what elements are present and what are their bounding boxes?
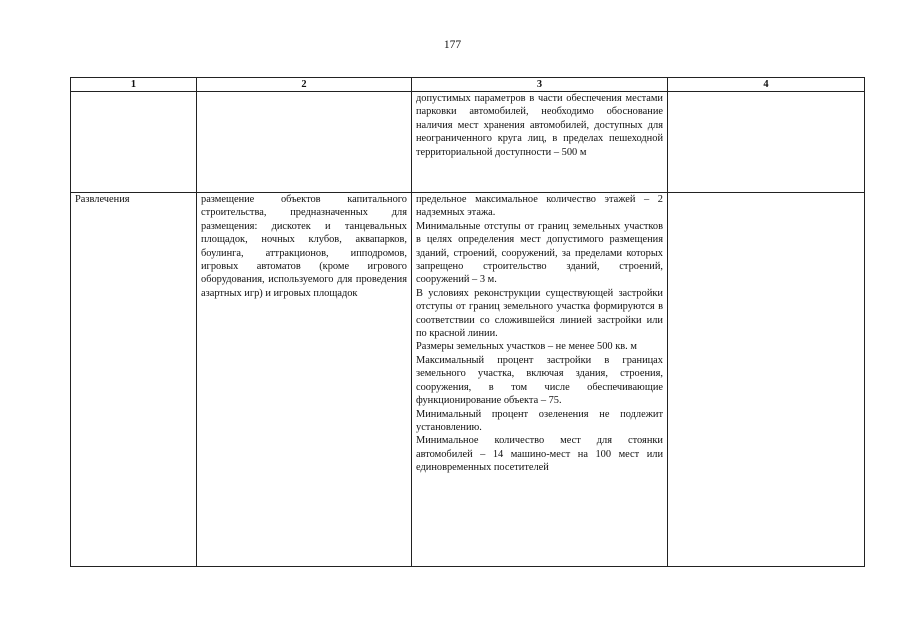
cell-restrictions (668, 193, 865, 567)
parameter-paragraph: Минимальный процент озеленения не подлежит установлению. (416, 408, 663, 433)
column-header-3: 3 (412, 78, 668, 92)
parameter-paragraph: допустимых параметров в части обеспечения местами парковки автомобилей, необходимо обоснование наличия мест хранения автомобилей, доступных для неограниченного круга лиц, в пределах пешеходной территориальной доступности – 500 м (416, 93, 663, 158)
column-header-1: 1 (71, 78, 197, 92)
table-header-row (71, 78, 865, 92)
page-number: 177 (443, 39, 462, 51)
cell-parameters (412, 193, 668, 567)
column-header-4: 4 (668, 78, 865, 92)
parameter-paragraph: Максимальный процент застройки в границах земельного участка, включая здания, строения, сооружения, в том числе обеспечивающие функционирование объекта – 75. (416, 354, 663, 407)
table-row (71, 193, 865, 567)
cell-use-type (71, 92, 197, 193)
parameter-paragraph: Минимальные отступы от границ земельных участков в целях определения мест допустимого размещения зданий, строений, сооружений, за пределами которых запрещено строительство зданий, строений, сооружений – 3 м. (416, 220, 663, 286)
cell-parameters (412, 92, 668, 193)
cell-restrictions (668, 92, 865, 193)
parameter-paragraph: Размеры земельных участков – не менее 500 кв. м (416, 341, 637, 353)
cell-use-description (197, 92, 412, 193)
regulations-table (70, 77, 865, 567)
cell-use-description: размещение объектов капитального строительства, предназначенных для размещения: дискотек и танцевальных площадок, ночных клубов, аквапарков, боулинга, аттракционов, ипподромов, игровых автоматов (кроме игрового оборудования, используемого для проведения азартных игр) и игровых площадок (197, 193, 412, 567)
parameter-paragraph: Минимальное количество мест для стоянки автомобилей – 14 машино-мест на 100 мест или единовременных посетителей (416, 435, 663, 474)
parameter-paragraph: предельное максимальное количество этажей – 2 надземных этажа. (416, 194, 663, 219)
table-row (71, 92, 865, 193)
cell-use-type: Развлечения (71, 193, 197, 567)
column-header-2: 2 (197, 78, 412, 92)
parameter-paragraph: В условиях реконструкции существующей застройки отступы от границ земельного участка формируются в соответствии со сложившейся линией застройки или по красной линии. (416, 287, 663, 340)
